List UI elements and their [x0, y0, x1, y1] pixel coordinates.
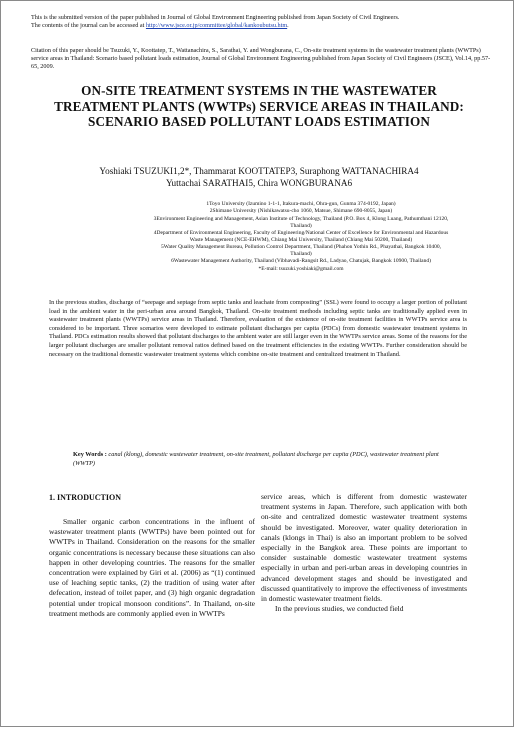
citation-text: Citation of this paper should be Tsuzuki, Y., Koottatep, T., Wattanachira, S., Sarathai, Y. and Wongburana, C., On-site treatment systems in the wastewater treatment plants (WWTPs) service areas in Thailand: Scenario based pollutant loads estimation, Journal of Global Environment Engineering published from Japan Society of Civil Engineers (JSCE), Vol.14, pp.57-65, 2009. — [31, 47, 491, 70]
authors-line-2: Yuttachai SARATHAI5, Chira WONGBURANA6 — [165, 178, 353, 188]
body-paragraph: Smaller organic carbon concentrations in the influent of wastewater treatment plants (WWTPs) have been pointed out for WWTPs in Thailand. Consideration on the reasons for the smaller organic concentrations is necessary because these situations can also happen in other developing countries. The reasons for the smaller concentration were explained by Giri et al. (2006) as “(1) continued use of leaching septic tanks, (2) the tradition of using water after defecation, instead of toilet paper, and (3) high organic degradation potential under tropical monsoon conditions”. In Thailand, on-site treatment methods are commonly applied even in WWTPs — [49, 517, 255, 618]
affiliation-item: 1Toyo University (Izumino 1-1-1, Itakura-machi, Ohra-gun, Gunma 374-0192, Japan) — [206, 201, 396, 207]
body-paragraph: In the previous studies, we conducted field — [275, 604, 404, 614]
notice-line-2-suffix: . — [287, 22, 289, 29]
keywords — [73, 451, 453, 468]
body-column-right — [261, 492, 467, 614]
keywords-label: Key Words : — [73, 451, 107, 458]
affiliation-item: 2Shimane University (Nishikawatsu-cho 1060, Matsue, Shimane 690-8055, Japan) — [209, 208, 393, 215]
abstract-text: In the previous studies, discharge of “seepage and septage from septic tanks and leachate from composting” (SSL) were found to occupy a larger portion of pollutant load in the ambient water in the peri-urban area around Bangkok, Thailand. On-site treatment methods including septic tanks are traditionally applied even in wastewater treatment plants (WWTPs) service areas in Thailand. Therefore, evaluation of the existence of on-site treatment facilities in WWTPs service area is considered to be important. Three scenarios were developed to estimate pollutant discharges per capita (PDCs) from domestic wastewater treatment systems in Thailand. PDCs estimation results showed that pollutant discharges to the ambient water are still larger even in the WWTPs service areas. Some of the reasons for the larger pollutant discharges are smaller pollutant removal ratios defined based on the treatment efficiencies in the existing WWTPs. Further consideration should be necessary on the traditional domestic wastewater treatment systems which combine on-site treatment and centralized treatment in Thailand. — [49, 299, 467, 358]
paper-title: ON-SITE TREATMENT SYSTEMS IN THE WASTEWATER TREATMENT PLANTS (WWTPs) SERVICE AREAS IN THAILAND: SCENARIO BASED POLLUTANT LOADS ESTIMATION — [54, 83, 464, 129]
affiliation-item: 6Wastewater Management Authority, Thailand (Vibhavadi-Rangsit Rd., Ladyao, Chatujak, Bangkok 10900, Thailand) — [171, 258, 431, 265]
notice-line-2 — [31, 22, 491, 30]
section-heading: 1. INTRODUCTION — [49, 493, 122, 502]
notice-line-1: This is the submitted version of the paper published in Journal of Global Environment Engineering published from Japan Society of Civil Engineers. — [31, 14, 400, 21]
affiliations — [151, 201, 451, 273]
contact-email: *E-mail: tsuzuki.yoshiaki@gmail.com — [258, 265, 344, 272]
body-paragraph-continued: service areas, which is different from domestic wastewater treatment systems in Japan. Therefore, such application with both on-site and centralized domestic wastewater treatment systems should be investigated. Moreover, water quality deterioration in canals (klongs in Thai) is also an important problem to be solved especially in the Bangkok area. These points are important to consider sustainable domestic wastewater treatment systems especially in urban and peri-urban areas in developing countries in advanced development stages and should be investigated and discussed quantitatively to improve the effectiveness of investments in domestic wastewater treatment fields. — [261, 492, 467, 604]
affiliation-item: 3Environment Engineering and Management, Asian Institute of Technology, Thailand (P.O. Box 4, Klong Luang, Pathumthani 12120, Thailand) — [153, 215, 449, 229]
notice-line-2-prefix: The contents of the journal can be accessed at — [31, 22, 146, 29]
authors-line-1: Yoshiaki TSUZUKI1,2*, Thammarat KOOTTATEP3, Suraphong WATTANACHIRA4 — [99, 166, 419, 176]
publication-notice — [31, 14, 491, 30]
body-column-left — [49, 517, 255, 619]
keywords-text: canal (klong), domestic wastewater treatment, on-site treatment, pollutant discharge per capita (PDC), wastewater treatment plant (WWTP) — [73, 451, 439, 467]
journal-link[interactable]: http://www.jsce.or.jp/committee/global/kankoubutsu.htm — [145, 22, 288, 29]
affiliation-item: 5Water Quality Management Bureau, Pollution Control Department, Thailand (Phahon Yothin Rd., Phayathai, Bangkok 10400, Thailand) — [161, 244, 441, 258]
author-list — [41, 165, 477, 189]
affiliation-item: 4Department of Environmental Engineering, Faculty of Engineering/National Center of Excellence for Environmental and Hazardous Waste Management (NCE-EHWM), Chiang Mai University, Thailand (Chiang Mai 50200, Thailand) — [153, 229, 449, 243]
